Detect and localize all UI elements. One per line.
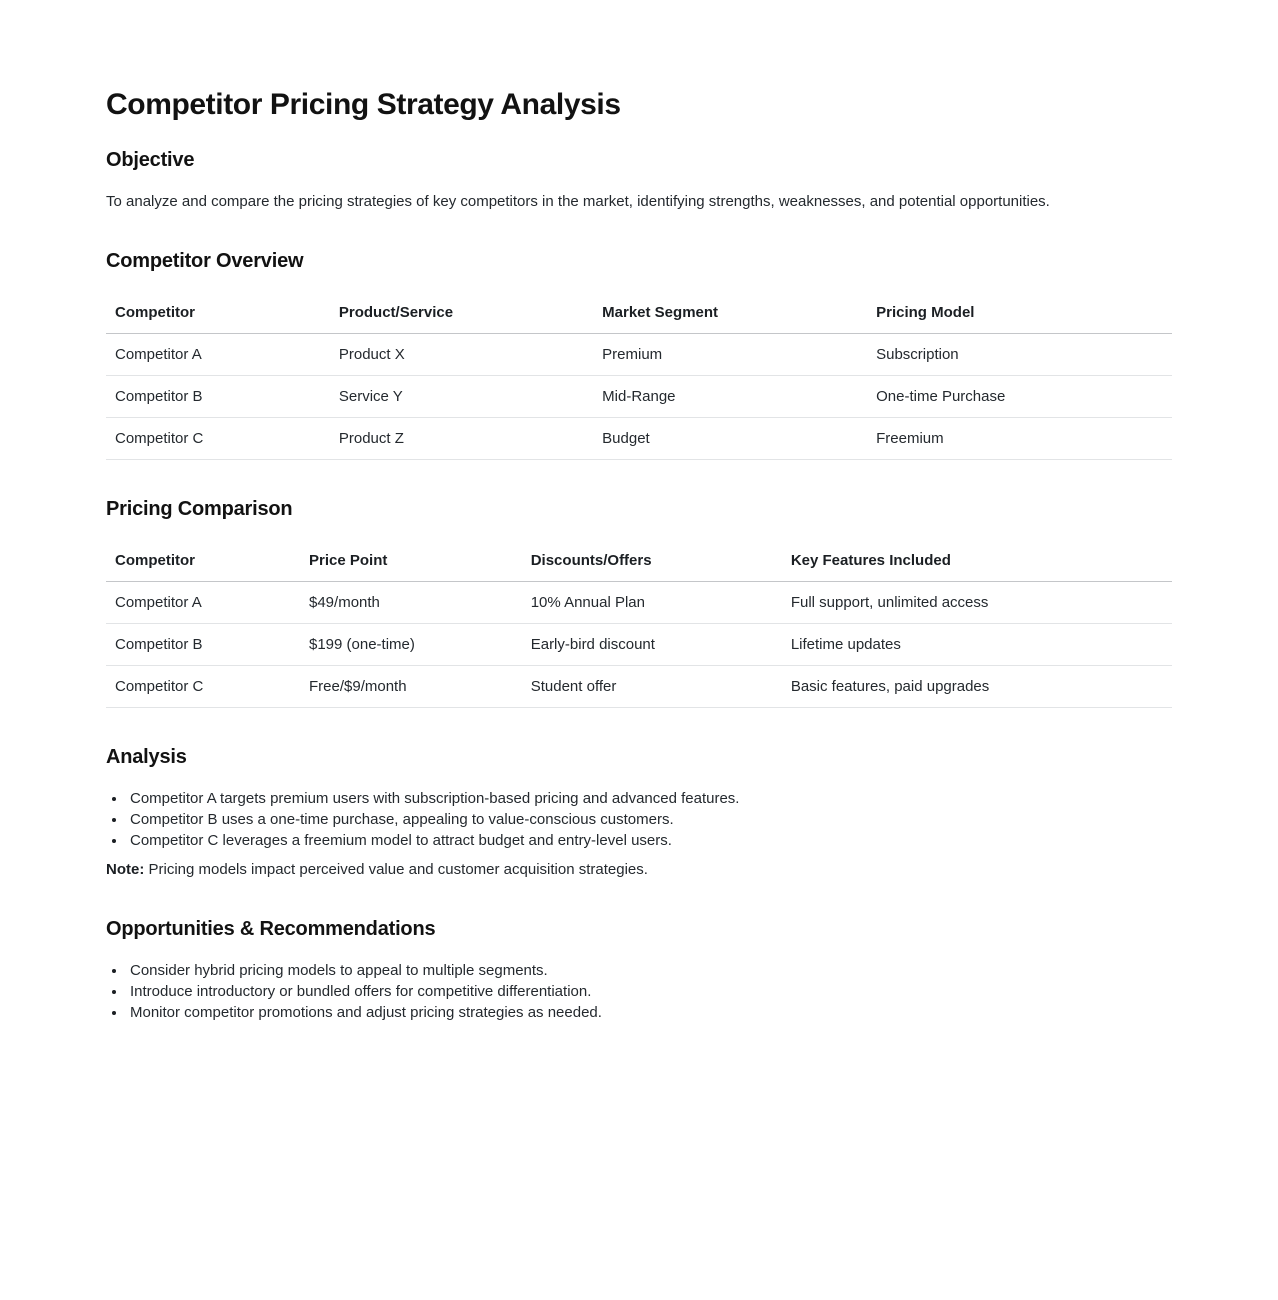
list-item: • Competitor C leverages a freemium model to attract budget and entry-level users. xyxy=(127,830,1172,851)
column-header: Product/Service xyxy=(330,292,593,334)
column-header: Market Segment xyxy=(593,292,867,334)
table-cell: Competitor B xyxy=(106,624,300,666)
heading-pricing-comparison: Pricing Comparison xyxy=(106,498,293,520)
table-cell: Student offer xyxy=(522,666,782,708)
table-cell: One-time Purchase xyxy=(867,376,1172,418)
table-cell: Product X xyxy=(330,334,593,376)
table-row xyxy=(106,624,1172,666)
table-cell: Competitor C xyxy=(106,666,300,708)
column-header: Price Point xyxy=(300,540,522,582)
list-item: • Introduce introductory or bundled offers for competitive differentiation. xyxy=(127,981,1172,1002)
table-cell: Basic features, paid upgrades xyxy=(782,666,1172,708)
list-item: • Competitor A targets premium users with subscription-based pricing and advanced features. xyxy=(127,788,1172,809)
note-label: Note: xyxy=(106,861,145,878)
column-header: Pricing Model xyxy=(867,292,1172,334)
heading-competitor-overview: Competitor Overview xyxy=(106,250,304,272)
table-row xyxy=(106,376,1172,418)
table-cell: $199 (one-time) xyxy=(300,624,522,666)
table-cell: Free/$9/month xyxy=(300,666,522,708)
table-cell: Lifetime updates xyxy=(782,624,1172,666)
opportunities-bullet-list xyxy=(106,960,1172,1023)
analysis-bullet-list xyxy=(106,788,1172,851)
table-header-row xyxy=(106,292,1172,334)
table-cell: Early-bird discount xyxy=(522,624,782,666)
table-cell: $49/month xyxy=(300,582,522,624)
column-header: Competitor xyxy=(106,292,330,334)
table-cell: 10% Annual Plan xyxy=(522,582,782,624)
competitor-overview-table xyxy=(106,292,1172,460)
list-item: • Monitor competitor promotions and adjust pricing strategies as needed. xyxy=(127,1002,1172,1023)
list-item: • Consider hybrid pricing models to appeal to multiple segments. xyxy=(127,960,1172,981)
table-row xyxy=(106,418,1172,460)
page-title: Competitor Pricing Strategy Analysis xyxy=(106,88,621,121)
list-item: • Competitor B uses a one-time purchase, appealing to value-conscious customers. xyxy=(127,809,1172,830)
table-cell: Freemium xyxy=(867,418,1172,460)
table-header-row xyxy=(106,540,1172,582)
table-cell: Competitor C xyxy=(106,418,330,460)
heading-analysis: Analysis xyxy=(106,746,187,768)
table-cell: Competitor A xyxy=(106,582,300,624)
heading-objective: Objective xyxy=(106,149,195,171)
table-cell: Full support, unlimited access xyxy=(782,582,1172,624)
table-row xyxy=(106,334,1172,376)
table-cell: Mid-Range xyxy=(593,376,867,418)
objective-paragraph: To analyze and compare the pricing strategies of key competitors in the market, identifying strengths, weaknesses, and potential opportunities. xyxy=(106,193,1050,210)
column-header: Key Features Included xyxy=(782,540,1172,582)
table-cell: Product Z xyxy=(330,418,593,460)
column-header: Discounts/Offers xyxy=(522,540,782,582)
table-cell: Budget xyxy=(593,418,867,460)
column-header: Competitor xyxy=(106,540,300,582)
heading-opportunities: Opportunities & Recommendations xyxy=(106,918,436,940)
table-row xyxy=(106,582,1172,624)
table-cell: Premium xyxy=(593,334,867,376)
table-cell: Service Y xyxy=(330,376,593,418)
note-text: Pricing models impact perceived value and customer acquisition strategies. xyxy=(144,861,648,878)
table-cell: Subscription xyxy=(867,334,1172,376)
analysis-note xyxy=(106,859,1172,880)
table-cell: Competitor B xyxy=(106,376,330,418)
table-row xyxy=(106,666,1172,708)
table-cell: Competitor A xyxy=(106,334,330,376)
pricing-comparison-table xyxy=(106,540,1172,708)
